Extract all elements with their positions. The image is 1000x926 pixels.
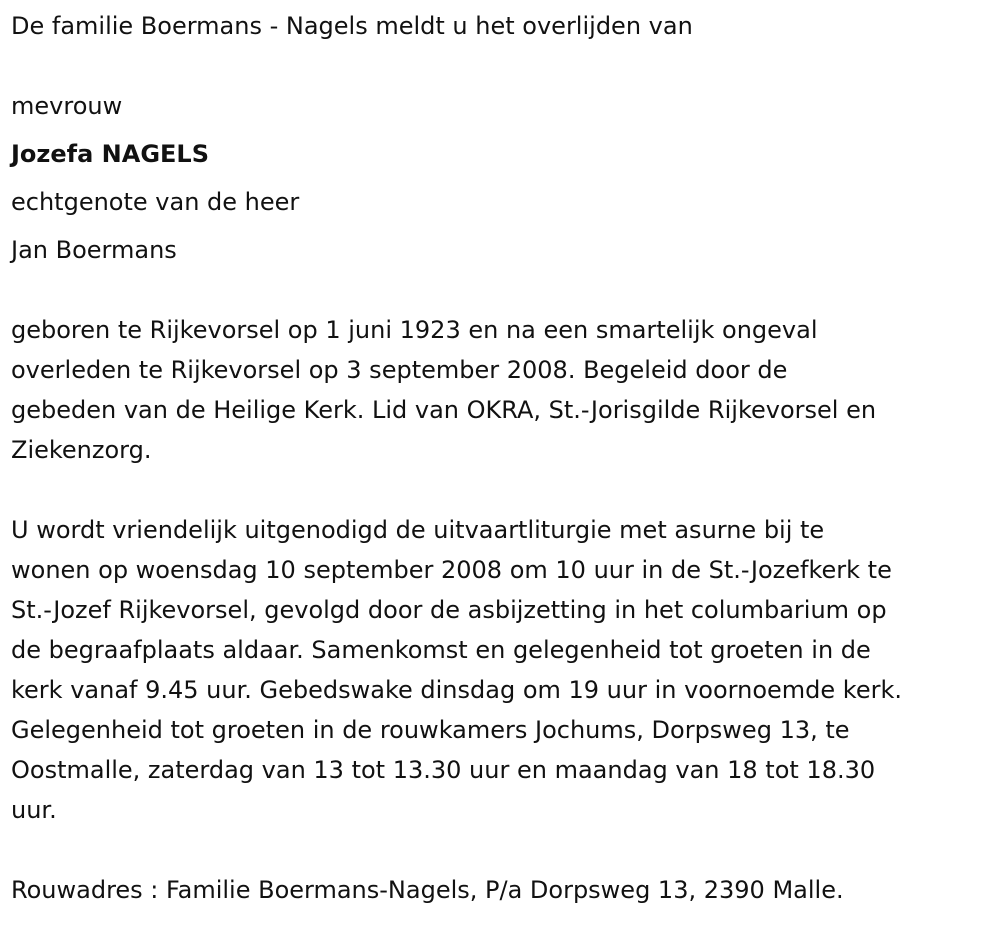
mourning-address: Rouwadres : Familie Boermans-Nagels, P/a Dorpsweg 13, 2390 Malle. [11, 876, 844, 904]
bio-paragraph [11, 310, 876, 470]
intro-line: De familie Boermans - Nagels meldt u het overlijden van [11, 12, 693, 40]
invitation-line: Oostmalle, zaterdag van 13 tot 13.30 uur en maandag van 18 tot 18.30 [11, 756, 876, 784]
invitation-line: U wordt vriendelijk uitgenodigd de uitvaartliturgie met asurne bij te [11, 516, 825, 544]
invitation-line: wonen op woensdag 10 september 2008 om 10 uur in de St.-Jozefkerk te [11, 556, 892, 584]
invitation-line: Gelegenheid tot groeten in de rouwkamers Jochums, Dorpsweg 13, te [11, 716, 850, 744]
bio-line: overleden te Rijkevorsel op 3 september 2008. Begeleid door de [11, 356, 788, 384]
invitation-line: St.-Jozef Rijkevorsel, gevolgd door de asbijzetting in het columbarium op [11, 596, 887, 624]
deceased-name: Jozefa NAGELS [11, 140, 209, 168]
bio-line: Ziekenzorg. [11, 436, 152, 464]
bio-line: gebeden van de Heilige Kerk. Lid van OKRA, St.-Jorisgilde Rijkevorsel en [11, 396, 877, 424]
invitation-line: kerk vanaf 9.45 uur. Gebedswake dinsdag om 19 uur in voornoemde kerk. [11, 676, 902, 704]
invitation-line: uur. [11, 796, 57, 824]
invitation-line: de begraafplaats aldaar. Samenkomst en gelegenheid tot groeten in de [11, 636, 871, 664]
spouse-name: Jan Boermans [11, 236, 177, 264]
invitation-paragraph [11, 510, 902, 830]
bio-line: geboren te Rijkevorsel op 1 juni 1923 en na een smartelijk ongeval [11, 316, 818, 344]
title-word: mevrouw [11, 92, 123, 120]
spouse-label: echtgenote van de heer [11, 188, 300, 216]
